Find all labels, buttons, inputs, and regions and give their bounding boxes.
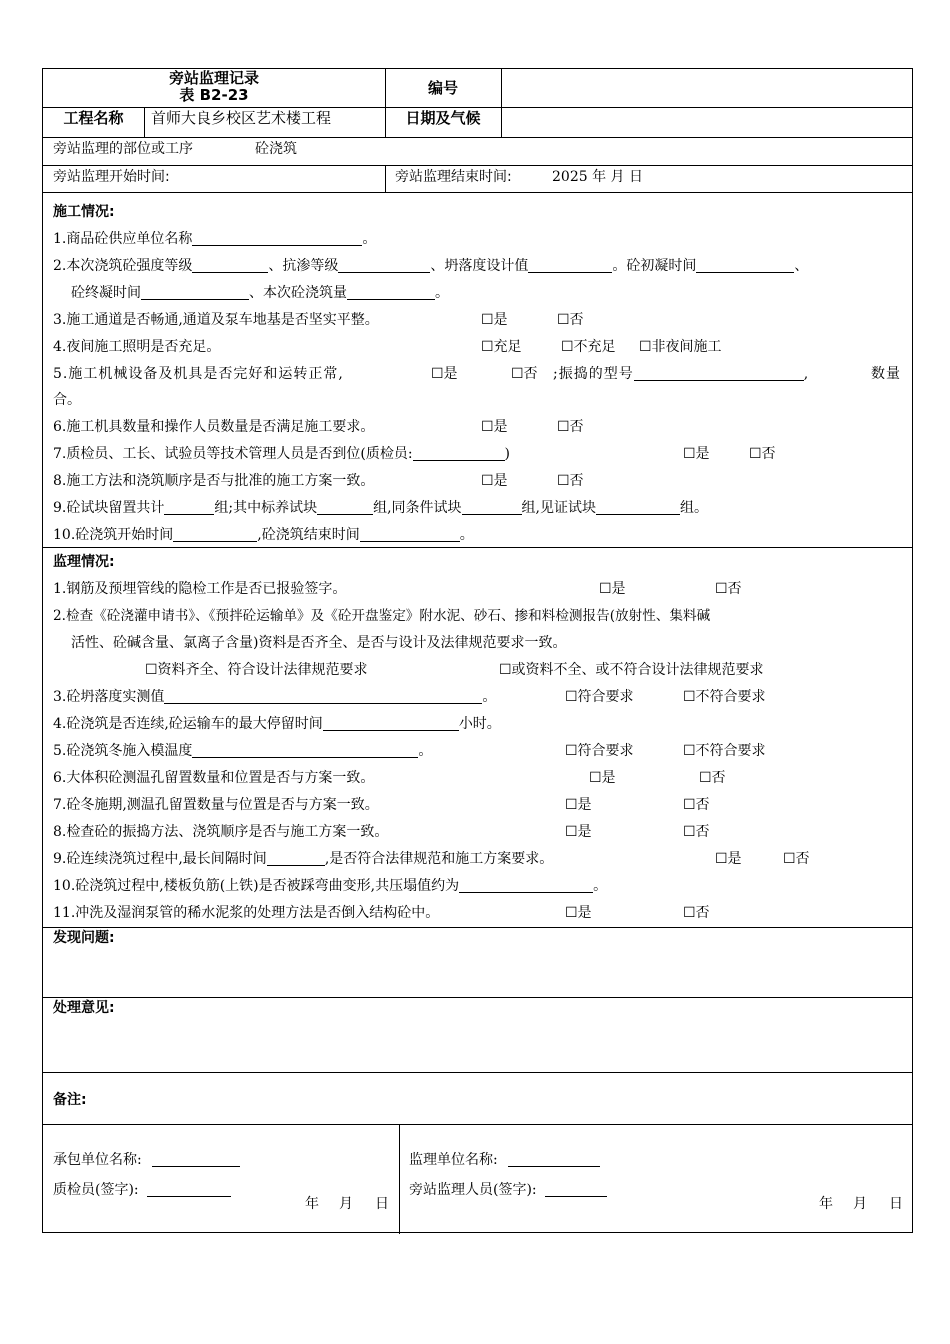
winter-temp-blank[interactable] <box>192 743 418 758</box>
form-title: 旁站监理记录 <box>168 69 259 87</box>
initial-set-blank[interactable] <box>696 258 794 273</box>
construction-item-3: 3.施工通道是否畅通,通道及泵车地基是否坚实平整。 ☐是 ☐否 <box>53 312 584 328</box>
checkbox-no[interactable]: ☐否 <box>683 905 710 921</box>
part-label: 旁站监理的部位或工序 <box>53 141 193 157</box>
checkbox-yes[interactable]: ☐是 <box>481 312 508 328</box>
col-divider <box>399 1124 400 1234</box>
checkbox-yes[interactable]: ☐是 <box>599 581 626 597</box>
pour-end-blank[interactable] <box>360 527 460 542</box>
supervisor-date: 年 月 日 <box>819 1196 903 1212</box>
row-divider <box>43 1072 912 1073</box>
row-divider <box>43 137 912 138</box>
construction-item-9: 9.砼试块留置共计 组;其中标养试块 组,同条件试块 组,见证试块 组。 <box>53 500 708 516</box>
vibrator-model-blank[interactable] <box>634 366 804 381</box>
checkbox-no[interactable]: ☐否 <box>511 366 538 382</box>
checkbox-yes[interactable]: ☐是 <box>431 366 458 382</box>
supervision-item-10: 10.砼浇筑过程中,楼板负筋(上铁)是否被踩弯曲变形,共压塌值约为 。 <box>53 878 608 894</box>
checkbox-docs-complete[interactable]: ☐资料齐全、符合设计法律规范要求 <box>145 662 368 678</box>
strength-blank[interactable] <box>192 258 268 273</box>
checkbox-sufficient[interactable]: ☐充足 <box>481 339 522 355</box>
total-specimens-blank[interactable] <box>164 500 214 515</box>
supervision-item-2: 2.检查《砼浇灌申请书》、《预拌砼运输单》及《砼开盘鉴定》附水泥、砂石、掺和料检测报告(放射性、集料碱 <box>53 608 711 624</box>
supervision-heading: 监理情况: <box>53 554 115 570</box>
supervisor-unit-signature: 监理单位名称: <box>409 1151 600 1169</box>
construction-item-7: 7.质检员、工长、试验员等技术管理人员是否到位(质检员: ) ☐是 ☐否 <box>53 446 776 462</box>
construction-item-5-cont: 合。 <box>53 392 81 408</box>
construction-heading: 施工情况: <box>53 204 115 220</box>
checkbox-yes[interactable]: ☐是 <box>565 797 592 813</box>
row-divider <box>43 1124 912 1125</box>
slump-measured-blank[interactable] <box>164 689 482 704</box>
date-weather-label: 日期及气候 <box>405 109 481 127</box>
col-divider <box>144 107 145 137</box>
project-value: 首师大良乡校区艺术楼工程 <box>151 109 332 127</box>
row-divider <box>43 165 912 166</box>
row-divider <box>43 192 912 193</box>
checkbox-compliant[interactable]: ☐符合要求 <box>565 743 634 759</box>
supervision-item-6: 6.大体积砼测温孔留置数量和位置是否与方案一致。 ☐是 ☐否 <box>53 770 726 786</box>
number-label: 编号 <box>427 79 458 97</box>
end-time-label: 旁站监理结束时间: <box>395 169 512 185</box>
construction-item-6: 6.施工机具数量和操作人员数量是否满足施工要求。 ☐是 ☐否 <box>53 419 584 435</box>
checkbox-docs-incomplete[interactable]: ☐或资料不全、或不符合设计法律规范要求 <box>499 662 764 678</box>
collapse-value-blank[interactable] <box>459 878 593 893</box>
checkbox-yes[interactable]: ☐是 <box>481 419 508 435</box>
checkbox-no[interactable]: ☐否 <box>715 581 742 597</box>
construction-item-4: 4.夜间施工照明是否充足。 ☐充足 ☐不充足 ☐非夜间施工 <box>53 339 722 355</box>
slump-blank[interactable] <box>528 258 612 273</box>
standard-cure-blank[interactable] <box>317 500 373 515</box>
supervision-item-5: 5.砼浇筑冬施入模温度 。 ☐符合要求 ☐不符合要求 <box>53 743 766 759</box>
inspector-signature: 质检员(签字): <box>53 1181 231 1199</box>
contractor-signature: 承包单位名称: <box>53 1151 240 1169</box>
construction-item-5: 5.施工机械设备及机具是否完好和运转正常, ☐是 ☐否 ;振捣的型号 , 数量 <box>53 366 901 382</box>
supervisor-person-signature: 旁站监理人员(签字): <box>409 1181 607 1199</box>
col-divider <box>385 165 386 192</box>
row-divider <box>43 107 912 108</box>
max-interval-blank[interactable] <box>267 851 325 866</box>
checkbox-no[interactable]: ☐否 <box>683 824 710 840</box>
form-number: 表 B2-23 <box>179 86 249 104</box>
checkbox-no[interactable]: ☐否 <box>557 473 584 489</box>
same-condition-blank[interactable] <box>462 500 522 515</box>
construction-item-2-cont: 砼终凝时间 、本次砼浇筑量 。 <box>71 285 449 301</box>
construction-item-2: 2.本次浇筑砼强度等级 、抗渗等级 、坍落度设计值 。砼初凝时间 、 <box>53 258 809 274</box>
start-time-label: 旁站监理开始时间: <box>53 169 170 185</box>
construction-item-10: 10.砼浇筑开始时间 ,砼浇筑结束时间 。 <box>53 527 474 543</box>
checkbox-no[interactable]: ☐否 <box>783 851 810 867</box>
checkbox-noncompliant[interactable]: ☐不符合要求 <box>683 743 766 759</box>
volume-blank[interactable] <box>347 285 435 300</box>
checkbox-yes[interactable]: ☐是 <box>715 851 742 867</box>
pour-start-blank[interactable] <box>173 527 257 542</box>
inspector-signature-blank[interactable] <box>147 1182 231 1197</box>
checkbox-yes[interactable]: ☐是 <box>481 473 508 489</box>
contractor-name-blank[interactable] <box>152 1152 240 1167</box>
row-divider <box>43 997 912 998</box>
checkbox-no[interactable]: ☐否 <box>557 312 584 328</box>
checkbox-no[interactable]: ☐否 <box>557 419 584 435</box>
construction-item-1: 1.商品砼供应单位名称 。 <box>53 231 377 247</box>
checkbox-yes[interactable]: ☐是 <box>589 770 616 786</box>
col-divider <box>501 69 502 137</box>
checkbox-yes[interactable]: ☐是 <box>565 905 592 921</box>
supervision-item-2-cont: 活性、砼碱含量、氯离子含量)资料是否齐全、是否与设计及法律规范要求一致。 <box>71 635 567 651</box>
project-label: 工程名称 <box>63 109 124 127</box>
checkbox-no[interactable]: ☐否 <box>699 770 726 786</box>
supervision-item-3: 3.砼坍落度实测值 。 ☐符合要求 ☐不符合要求 <box>53 689 766 705</box>
checkbox-no[interactable]: ☐否 <box>749 446 776 462</box>
checkbox-yes[interactable]: ☐是 <box>565 824 592 840</box>
supervisor-unit-blank[interactable] <box>508 1152 600 1167</box>
row-divider <box>43 927 912 928</box>
supervision-item-4: 4.砼浇筑是否连续,砼运输车的最大停留时间 小时。 <box>53 716 501 732</box>
row-divider <box>43 547 912 548</box>
impermeability-blank[interactable] <box>338 258 430 273</box>
checkbox-yes[interactable]: ☐是 <box>683 446 710 462</box>
construction-item-8: 8.施工方法和浇筑顺序是否与批准的施工方案一致。 ☐是 ☐否 <box>53 473 584 489</box>
supervision-item-7: 7.砼冬施期,测温孔留置数量与位置是否与方案一致。 ☐是 ☐否 <box>53 797 710 813</box>
remarks-label: 备注: <box>53 1092 87 1108</box>
contractor-date: 年 月 日 <box>305 1196 389 1212</box>
checkbox-compliant[interactable]: ☐符合要求 <box>565 689 634 705</box>
opinion-label: 处理意见: <box>53 1000 115 1016</box>
max-wait-blank[interactable] <box>323 716 459 731</box>
final-set-blank[interactable] <box>141 285 249 300</box>
supervision-item-1: 1.钢筋及预埋管线的隐检工作是否已报验签字。 ☐是 ☐否 <box>53 581 742 597</box>
checkbox-noncompliant[interactable]: ☐不符合要求 <box>683 689 766 705</box>
checkbox-no[interactable]: ☐否 <box>683 797 710 813</box>
supervision-item-11: 11.冲洗及湿润泵管的稀水泥浆的处理方法是否倒入结构砼中。 ☐是 ☐否 <box>53 905 710 921</box>
end-time-value: 2025 年 月 日 <box>552 169 643 185</box>
inspector-blank[interactable] <box>413 446 505 461</box>
checkbox-insufficient[interactable]: ☐不充足 <box>561 339 616 355</box>
part-value: 砼浇筑 <box>255 141 297 157</box>
checkbox-not-night[interactable]: ☐非夜间施工 <box>639 339 722 355</box>
witness-blank[interactable] <box>596 500 680 515</box>
supervision-record-form <box>42 68 913 1233</box>
supervision-item-9: 9.砼连续浇筑过程中,最长间隔时间 ,是否符合法律规范和施工方案要求。 ☐是 ☐否 <box>53 851 810 867</box>
supplier-blank[interactable] <box>192 231 362 246</box>
supervisor-person-blank[interactable] <box>545 1182 607 1197</box>
issues-label: 发现问题: <box>53 930 115 946</box>
supervision-item-8: 8.检查砼的振捣方法、浇筑顺序是否与施工方案一致。 ☐是 ☐否 <box>53 824 710 840</box>
